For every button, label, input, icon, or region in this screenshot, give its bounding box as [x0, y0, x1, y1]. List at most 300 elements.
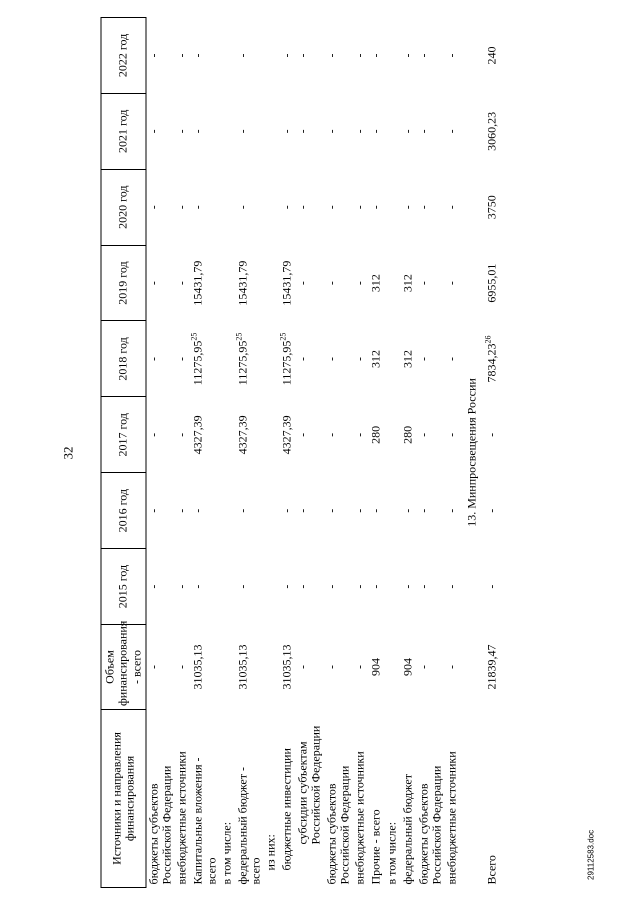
cell-value: -	[190, 584, 205, 589]
row-label-line: Прочие - всего	[368, 808, 383, 884]
cell-value: -	[324, 584, 338, 589]
value-cell	[175, 169, 191, 245]
cell-value: 904	[368, 657, 383, 676]
value-cell	[280, 93, 296, 169]
value-cell	[485, 472, 501, 548]
cell-value: -	[416, 356, 431, 361]
cell-value: -	[235, 584, 250, 589]
cell-value: 31035,13	[235, 644, 250, 689]
value-cell	[384, 169, 400, 245]
row-label	[416, 709, 444, 887]
cell-value: -	[295, 280, 310, 285]
value-cell	[368, 169, 384, 245]
row-label-line: бюджетные инвестиции	[279, 747, 294, 870]
value-cell	[485, 17, 501, 93]
row-label	[445, 709, 461, 887]
cell-value: -	[174, 508, 189, 513]
value-cell	[175, 93, 191, 169]
value-cell	[368, 396, 384, 472]
cell-value: -	[324, 128, 338, 133]
cell-value: -	[368, 204, 383, 209]
cell-value: -	[295, 128, 310, 133]
row-label-line: субсидии субъектам	[295, 740, 310, 844]
cell-value: -	[190, 204, 205, 209]
cell-value: -	[400, 52, 415, 57]
value-cell	[324, 472, 352, 548]
value-cell	[368, 245, 384, 321]
cell-value: -	[444, 280, 459, 285]
cell-value: -	[174, 128, 189, 133]
cell-value: -	[279, 584, 294, 589]
value-cell	[146, 17, 175, 93]
column-header: 2022 год	[101, 17, 146, 93]
table-row	[324, 17, 352, 887]
cell-value: -	[416, 52, 431, 57]
value-cell	[416, 548, 444, 624]
value-cell	[146, 624, 175, 709]
value-cell	[296, 17, 324, 93]
row-label-line: бюджеты субъектов	[416, 782, 431, 884]
row-label-line: Всего	[484, 854, 499, 884]
value-cell	[324, 321, 352, 397]
cell-value: -	[295, 356, 310, 361]
cell-value: -	[444, 508, 459, 513]
column-header: Объем финансирования - всего	[101, 624, 146, 709]
value-cell	[175, 548, 191, 624]
value-cell	[296, 321, 324, 397]
table-row	[368, 17, 384, 887]
row-label	[384, 709, 400, 887]
column-header: 2015 год	[101, 548, 146, 624]
value-cell	[264, 169, 280, 245]
row-label-line: Российской Федерации	[429, 765, 444, 884]
table-row	[191, 17, 219, 887]
cell-value: -	[295, 508, 310, 513]
value-cell	[191, 321, 219, 397]
column-header: 2020 год	[101, 169, 146, 245]
cell-value: -	[235, 128, 250, 133]
cell-value: -	[400, 204, 415, 209]
value-cell	[280, 321, 296, 397]
cell-value: 15431,79	[235, 260, 250, 306]
row-label	[352, 709, 368, 887]
value-cell	[324, 396, 352, 472]
value-cell	[146, 245, 175, 321]
value-cell	[445, 93, 461, 169]
column-header: 2021 год	[101, 93, 146, 169]
cell-value: -	[146, 664, 161, 669]
cell-value: -	[174, 584, 189, 589]
cell-value: -	[279, 128, 294, 133]
cell-value: -	[368, 52, 383, 57]
value-cell	[416, 624, 444, 709]
value-cell	[191, 245, 219, 321]
value-cell	[352, 548, 368, 624]
value-cell	[368, 321, 384, 397]
cell-value: -	[295, 664, 310, 669]
cell-value: 31035,13	[190, 644, 205, 689]
table-row	[296, 17, 324, 887]
row-label	[191, 709, 219, 887]
cell-value: -	[484, 508, 499, 513]
row-label	[296, 709, 324, 887]
cell-value: -	[190, 128, 205, 133]
cell-value: 312	[368, 349, 383, 368]
value-cell	[352, 321, 368, 397]
cell-value: 11275,95	[190, 340, 205, 385]
value-cell	[264, 321, 280, 397]
cell-value: -	[324, 52, 338, 57]
value-cell	[280, 245, 296, 321]
column-header: 2018 год	[101, 321, 146, 397]
value-cell	[485, 548, 501, 624]
row-label-line: федеральный бюджет -	[235, 766, 250, 884]
value-cell	[235, 93, 263, 169]
value-cell	[219, 17, 235, 93]
table-row	[384, 17, 400, 887]
value-cell	[219, 321, 235, 397]
row-label	[146, 709, 175, 887]
row-label-line: внебюджетные источники	[352, 750, 367, 884]
cell-value: -	[235, 204, 250, 209]
value-cell	[191, 169, 219, 245]
cell-value: 312	[400, 273, 415, 292]
value-cell	[264, 396, 280, 472]
row-label-line: всего	[204, 856, 219, 884]
value-cell	[352, 396, 368, 472]
row-label-line: Капитальные вложения -	[190, 757, 205, 884]
value-cell	[445, 548, 461, 624]
value-cell	[175, 17, 191, 93]
value-cell	[384, 396, 400, 472]
value-cell	[416, 17, 444, 93]
value-cell	[400, 245, 416, 321]
value-cell	[384, 548, 400, 624]
cell-value: -	[400, 584, 415, 589]
cell-value: -	[295, 432, 310, 437]
footnote-ref: 25	[189, 332, 199, 341]
cell-value: -	[444, 204, 459, 209]
cell-value: -	[190, 508, 205, 513]
value-cell	[485, 321, 501, 397]
cell-value: -	[174, 204, 189, 209]
value-cell	[445, 321, 461, 397]
row-label	[264, 709, 280, 887]
value-cell	[384, 624, 400, 709]
table-header-row	[101, 17, 146, 887]
table-row	[416, 17, 444, 887]
value-cell	[235, 169, 263, 245]
value-cell	[264, 548, 280, 624]
cell-value: 4327,39	[235, 414, 250, 454]
cell-value: -	[444, 432, 459, 437]
cell-value: -	[146, 128, 161, 133]
cell-value: -	[174, 664, 189, 669]
value-cell	[235, 472, 263, 548]
row-label-line: Российской Федерации	[159, 765, 174, 884]
value-cell	[368, 93, 384, 169]
cell-value: -	[352, 204, 367, 209]
value-cell	[400, 93, 416, 169]
value-cell	[175, 624, 191, 709]
value-cell	[264, 624, 280, 709]
value-cell	[296, 169, 324, 245]
value-cell	[235, 548, 263, 624]
value-cell	[400, 624, 416, 709]
cell-value: 4327,39	[190, 414, 205, 454]
row-label-line: Российской Федерации	[337, 765, 352, 884]
value-cell	[445, 245, 461, 321]
cell-value: -	[416, 432, 431, 437]
cell-value: -	[146, 204, 161, 209]
value-cell	[219, 169, 235, 245]
value-cell	[416, 169, 444, 245]
rotated-table-page	[53, 18, 596, 888]
value-cell	[296, 396, 324, 472]
value-cell	[264, 93, 280, 169]
row-label	[280, 709, 296, 887]
value-cell	[485, 624, 501, 709]
value-cell	[219, 396, 235, 472]
value-cell	[485, 245, 501, 321]
value-cell	[175, 396, 191, 472]
row-label-line: из них:	[263, 833, 278, 870]
cell-value: -	[444, 356, 459, 361]
cell-value: -	[352, 584, 367, 589]
value-cell	[296, 245, 324, 321]
cell-value: -	[416, 508, 431, 513]
cell-value: -	[352, 664, 367, 669]
value-cell	[416, 93, 444, 169]
cell-value: -	[352, 128, 367, 133]
value-cell	[191, 548, 219, 624]
cell-value: 11275,95	[279, 340, 294, 385]
cell-value: -	[352, 52, 367, 57]
value-cell	[445, 624, 461, 709]
cell-value: -	[368, 508, 383, 513]
value-cell	[146, 93, 175, 169]
value-cell	[219, 624, 235, 709]
cell-value: -	[235, 52, 250, 57]
value-cell	[445, 472, 461, 548]
value-cell	[352, 93, 368, 169]
row-label	[235, 709, 263, 887]
cell-value: -	[368, 584, 383, 589]
value-cell	[324, 17, 352, 93]
table-row	[219, 17, 235, 887]
row-label-line: внебюджетные источники	[174, 750, 189, 884]
value-cell	[219, 472, 235, 548]
cell-value: -	[416, 584, 431, 589]
value-cell	[235, 245, 263, 321]
value-cell	[368, 472, 384, 548]
value-cell	[191, 93, 219, 169]
value-cell	[264, 472, 280, 548]
footnote-ref: 25	[234, 332, 244, 341]
cell-value: -	[484, 584, 499, 589]
value-cell	[352, 624, 368, 709]
value-cell	[368, 17, 384, 93]
row-label-line: федеральный бюджет	[400, 773, 415, 884]
cell-value: -	[324, 356, 338, 361]
cell-value: -	[295, 204, 310, 209]
row-label	[485, 709, 501, 887]
row-label-line: в том числе:	[219, 821, 234, 884]
row-label-line: Российской Федерации	[308, 725, 323, 844]
row-label	[219, 709, 235, 887]
value-cell	[296, 93, 324, 169]
value-cell	[485, 396, 501, 472]
cell-value: -	[352, 508, 367, 513]
cell-value: 240	[484, 45, 499, 64]
value-cell	[485, 169, 501, 245]
value-cell	[280, 624, 296, 709]
cell-value: 280	[400, 425, 415, 444]
cell-value: -	[444, 584, 459, 589]
cell-value: -	[352, 280, 367, 285]
page-number: 32	[60, 446, 76, 459]
cell-value: -	[352, 432, 367, 437]
cell-value: -	[444, 128, 459, 133]
cell-value: -	[324, 432, 338, 437]
cell-value: -	[416, 204, 431, 209]
cell-value: -	[146, 280, 161, 285]
value-cell	[384, 472, 400, 548]
cell-value: -	[295, 584, 310, 589]
value-cell	[191, 472, 219, 548]
value-cell	[485, 93, 501, 169]
value-cell	[235, 321, 263, 397]
value-cell	[146, 396, 175, 472]
cell-value: -	[174, 432, 189, 437]
value-cell	[400, 548, 416, 624]
cell-value: -	[324, 664, 338, 669]
cell-value: -	[400, 508, 415, 513]
value-cell	[324, 93, 352, 169]
value-cell	[264, 17, 280, 93]
value-cell	[219, 245, 235, 321]
value-cell	[400, 396, 416, 472]
row-label-line: бюджеты субъектов	[146, 782, 161, 884]
value-cell	[296, 548, 324, 624]
value-cell	[235, 17, 263, 93]
value-cell	[191, 17, 219, 93]
cell-value: 904	[400, 657, 415, 676]
cell-value: -	[416, 664, 431, 669]
cell-value: -	[416, 280, 431, 285]
value-cell	[191, 396, 219, 472]
value-cell	[324, 169, 352, 245]
value-cell	[416, 321, 444, 397]
cell-value: -	[324, 204, 338, 209]
cell-value: -	[324, 280, 338, 285]
cell-value: -	[295, 52, 310, 57]
value-cell	[400, 321, 416, 397]
value-cell	[175, 245, 191, 321]
table-row	[264, 17, 280, 887]
cell-value: 312	[368, 273, 383, 292]
value-cell	[296, 624, 324, 709]
cell-value: 21839,47	[484, 644, 499, 689]
value-cell	[280, 169, 296, 245]
cell-value: 3750	[484, 194, 499, 219]
table-row	[352, 17, 368, 887]
row-label-line: бюджеты субъектов	[324, 782, 338, 884]
cell-value: -	[174, 52, 189, 57]
section-title: 13. Минпросвещения России	[464, 377, 479, 527]
row-label	[368, 709, 384, 887]
value-cell	[352, 17, 368, 93]
value-cell	[280, 472, 296, 548]
value-cell	[400, 472, 416, 548]
cell-value: -	[146, 52, 161, 57]
value-cell	[384, 93, 400, 169]
footnote-ref: 25	[278, 332, 288, 341]
value-cell	[324, 624, 352, 709]
value-cell	[175, 472, 191, 548]
value-cell	[384, 321, 400, 397]
cell-value: 4327,39	[279, 414, 294, 454]
cell-value: 7834,23	[484, 342, 499, 382]
column-header: Источники и направления финансирования	[101, 709, 146, 887]
table-body	[146, 17, 501, 887]
value-cell	[280, 396, 296, 472]
cell-value: -	[146, 508, 161, 513]
cell-value: -	[146, 584, 161, 589]
cell-value: 312	[400, 349, 415, 368]
cell-value: -	[368, 128, 383, 133]
cell-value: 31035,13	[279, 644, 294, 689]
cell-value: -	[146, 356, 161, 361]
value-cell	[384, 245, 400, 321]
cell-value: -	[279, 204, 294, 209]
cell-value: 6955,01	[484, 263, 499, 303]
value-cell	[219, 93, 235, 169]
cell-value: 15431,79	[279, 260, 294, 306]
footnote-ref: 26	[483, 334, 493, 343]
table-row	[175, 17, 191, 887]
value-cell	[368, 624, 384, 709]
cell-value: -	[484, 432, 499, 437]
value-cell	[175, 321, 191, 397]
table-row	[146, 17, 175, 887]
row-label-line: в том числе:	[384, 821, 399, 884]
value-cell	[416, 472, 444, 548]
table-row	[400, 17, 416, 887]
cell-value: -	[235, 508, 250, 513]
value-cell	[146, 169, 175, 245]
value-cell	[191, 624, 219, 709]
cell-value: -	[190, 52, 205, 57]
value-cell	[368, 548, 384, 624]
column-header: 2016 год	[101, 472, 146, 548]
table-row	[280, 17, 296, 887]
value-cell	[416, 396, 444, 472]
value-cell	[264, 245, 280, 321]
row-label	[324, 709, 352, 887]
cell-value: -	[416, 128, 431, 133]
column-header: 2019 год	[101, 245, 146, 321]
value-cell	[324, 245, 352, 321]
financing-table	[101, 17, 501, 888]
section-row	[461, 17, 485, 887]
value-cell	[146, 321, 175, 397]
value-cell	[352, 472, 368, 548]
value-cell	[280, 17, 296, 93]
row-label-line: всего	[248, 856, 263, 884]
value-cell	[352, 169, 368, 245]
value-cell	[384, 17, 400, 93]
